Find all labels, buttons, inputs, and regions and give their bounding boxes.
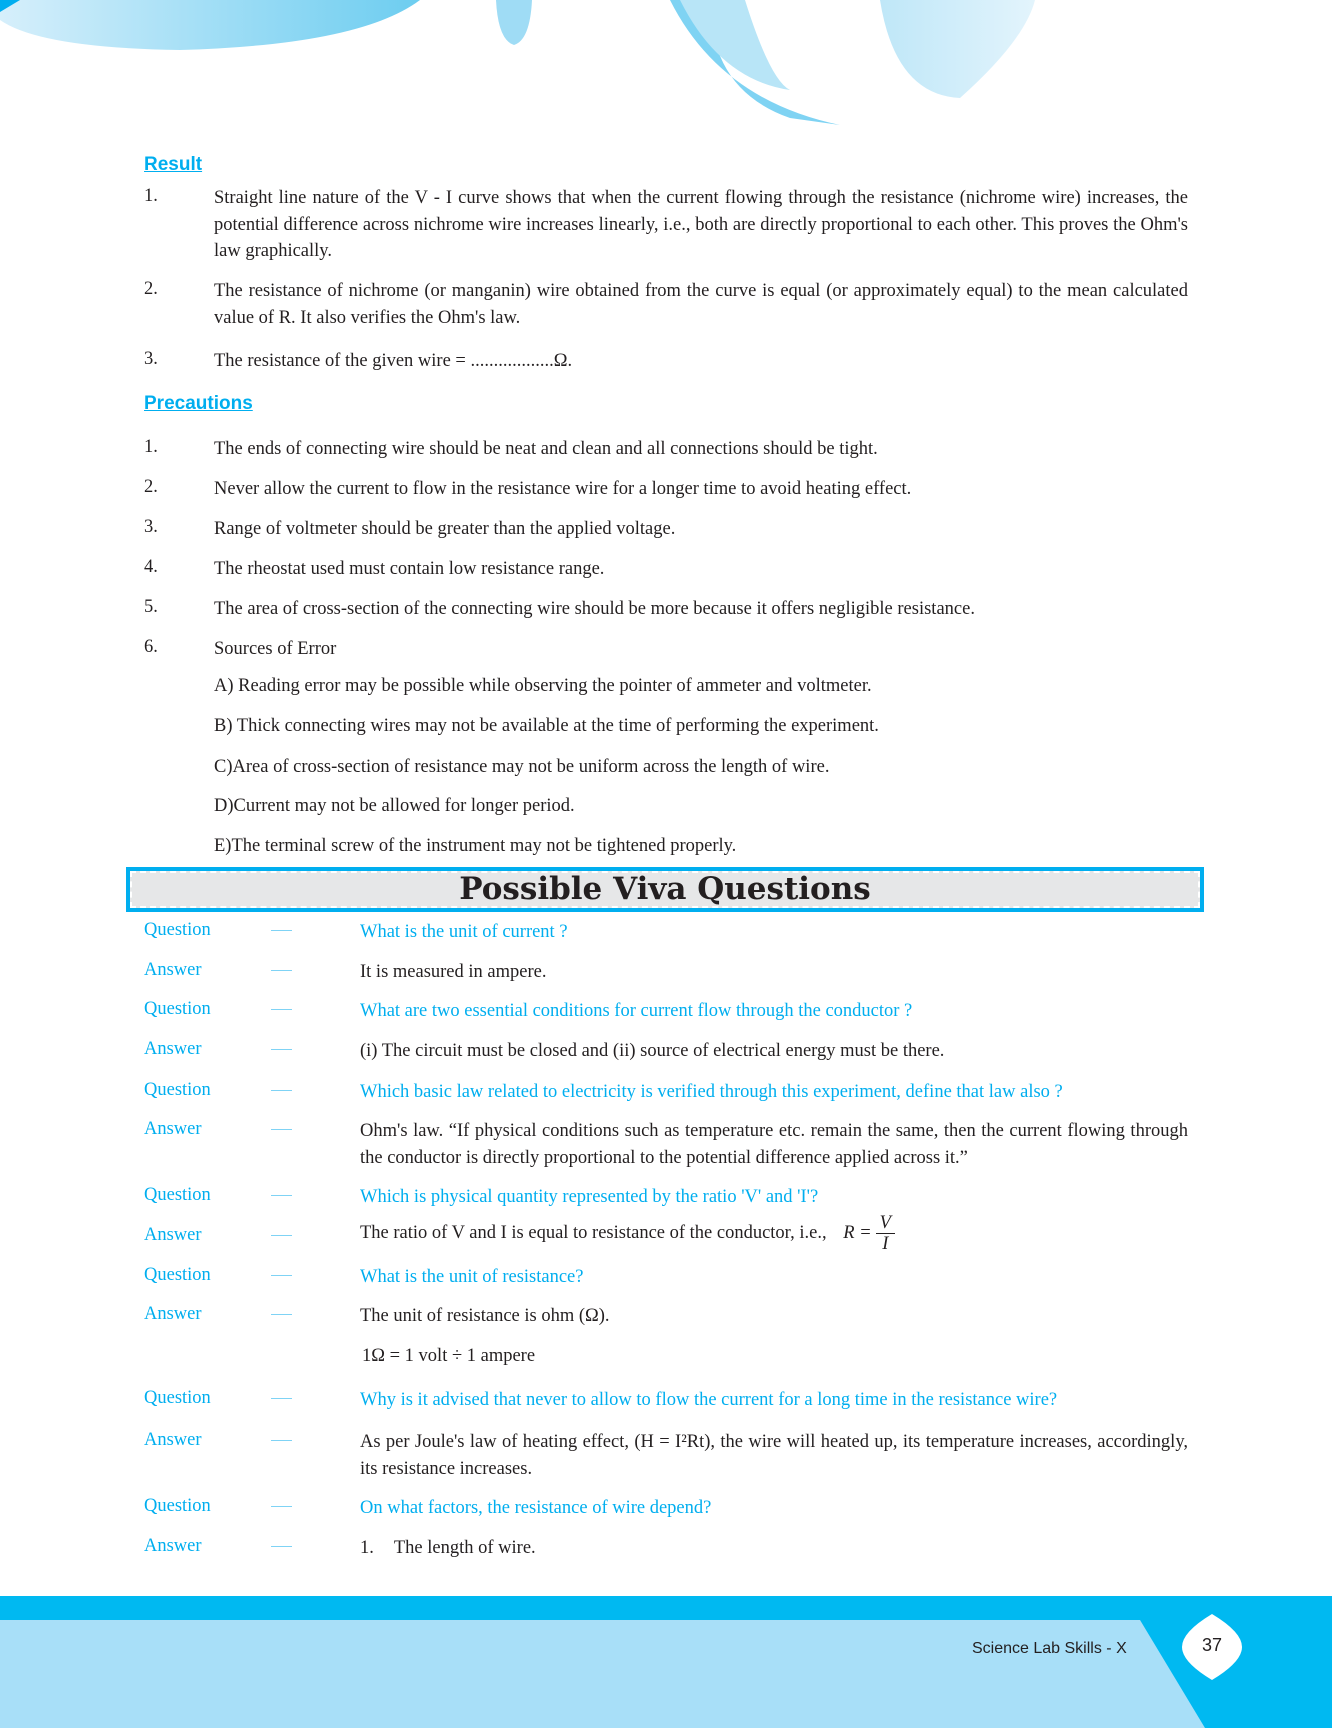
result-heading: Result	[144, 154, 203, 175]
result-item-3: The resistance of the given wire = ..................Ω.	[214, 351, 573, 371]
answer-label: Answer	[144, 1225, 202, 1245]
footer-book-title: Science Lab Skills - X	[972, 1640, 1127, 1657]
dash	[271, 1090, 292, 1091]
answer-label: Answer	[144, 1430, 202, 1450]
dash	[271, 1049, 292, 1050]
answer-text: It is measured in ampere.	[360, 962, 547, 982]
answer-text	[360, 1535, 1188, 1562]
header-decoration	[0, 0, 1332, 130]
answer-sentence: The ratio of V and I is equal to resistance of the conductor, i.e.,	[360, 1222, 827, 1243]
error-source-item: A) Reading error may be possible while observing the pointer of ammeter and voltmeter.	[214, 676, 872, 696]
answer-label: Answer	[144, 1119, 202, 1139]
precautions-heading: Precautions	[144, 393, 253, 414]
question-label: Question	[144, 1265, 211, 1285]
fraction	[876, 1213, 895, 1254]
result-num-2: 2.	[144, 279, 158, 299]
result-item-1: Straight line nature of the V - I curve shows that when the current flowing through the resistance (nichrome wire) increases, the potential difference across nichrome wire increases linearly, i.e., both are directly proportional to each other. This proves the Ohm's law graphically.	[214, 188, 1188, 261]
dash	[271, 970, 292, 971]
dash	[271, 1195, 292, 1196]
answer-text	[360, 1213, 1188, 1254]
precaution-num: 1.	[144, 437, 158, 457]
precaution-item: Never allow the current to flow in the resistance wire for a longer time to avoid heating effect.	[214, 479, 912, 499]
dash	[271, 1440, 292, 1441]
page-number: 37	[1201, 1635, 1223, 1655]
result-num-1: 1.	[144, 186, 158, 206]
answer-text: Ohm's law. “If physical conditions such as temperature etc. remain the same, then the current flowing through the conductor is directly proportional to the potential difference applied across it.”	[360, 1121, 1188, 1168]
question-text: Which basic law related to electricity is verified through this experiment, define that law also ?	[360, 1082, 1063, 1102]
error-source-item: C)Area of cross-section of resistance may not be uniform across the length of wire.	[214, 757, 830, 777]
dash	[271, 1009, 292, 1010]
dash	[271, 1275, 292, 1276]
answer-num: 1.	[360, 1538, 374, 1558]
question-text: What is the unit of current ?	[360, 922, 568, 942]
dash	[271, 930, 292, 931]
precaution-num: 3.	[144, 517, 158, 537]
answer-sentence: The length of wire.	[393, 1538, 536, 1558]
answer-label: Answer	[144, 1039, 202, 1059]
answer-text: The unit of resistance is ohm (Ω).	[360, 1306, 610, 1326]
answer-label: Answer	[144, 1536, 202, 1556]
question-label: Question	[144, 999, 211, 1019]
numerator: V	[876, 1213, 895, 1234]
result-num-3: 3.	[144, 349, 158, 369]
dash	[271, 1398, 292, 1399]
error-source-item: E)The terminal screw of the instrument may not be tightened properly.	[214, 836, 737, 856]
footer-light-shape	[0, 1620, 1332, 1728]
answer-label: Answer	[144, 1304, 202, 1324]
answer-text: As per Joule's law of heating effect, (H = I²Rt), the wire will heated up, its temperature increases, accordingly, its resistance increases.	[360, 1432, 1188, 1479]
question-text: Why is it advised that never to allow to flow the current for a long time in the resistance wire?	[360, 1390, 1058, 1410]
answer-extra: 1Ω = 1 volt ÷ 1 ampere	[362, 1346, 536, 1366]
precaution-num: 5.	[144, 597, 158, 617]
denominator: I	[882, 1234, 889, 1254]
question-label: Question	[144, 1185, 211, 1205]
question-text: Which is physical quantity represented by the ratio 'V' and 'I'?	[360, 1187, 819, 1207]
dash	[271, 1129, 292, 1130]
viva-title: Possible Viva Questions	[130, 871, 1200, 908]
dash	[271, 1506, 292, 1507]
question-label: Question	[144, 1080, 211, 1100]
dash	[271, 1314, 292, 1315]
question-text: On what factors, the resistance of wire depend?	[360, 1498, 712, 1518]
question-text: What are two essential conditions for current flow through the conductor ?	[360, 1001, 913, 1021]
precaution-num: 4.	[144, 557, 158, 577]
question-text: What is the unit of resistance?	[360, 1267, 584, 1287]
question-label: Question	[144, 920, 211, 940]
viva-title-banner	[126, 867, 1204, 912]
precaution-num: 2.	[144, 477, 158, 497]
question-label: Question	[144, 1388, 211, 1408]
answer-label: Answer	[144, 960, 202, 980]
dash	[271, 1235, 292, 1236]
precaution-item: The area of cross-section of the connecting wire should be more because it offers negligible resistance.	[214, 599, 975, 619]
error-source-item: B) Thick connecting wires may not be available at the time of performing the experiment.	[214, 716, 879, 736]
dash	[271, 1546, 292, 1547]
answer-text: (i) The circuit must be closed and (ii) source of electrical energy must be there.	[360, 1041, 945, 1061]
precaution-item: Sources of Error	[214, 639, 337, 659]
formula-lhs: R =	[843, 1222, 872, 1243]
question-label: Question	[144, 1496, 211, 1516]
error-source-item: D)Current may not be allowed for longer period.	[214, 796, 575, 816]
precaution-item: The rheostat used must contain low resistance range.	[214, 559, 605, 579]
precaution-item: Range of voltmeter should be greater than the applied voltage.	[214, 519, 676, 539]
result-item-2: The resistance of nichrome (or manganin) wire obtained from the curve is equal (or approximately equal) to the mean calculated value of R. It also verifies the Ohm's law.	[214, 281, 1188, 328]
precaution-num: 6.	[144, 637, 158, 657]
precaution-item: The ends of connecting wire should be neat and clean and all connections should be tight.	[214, 439, 878, 459]
